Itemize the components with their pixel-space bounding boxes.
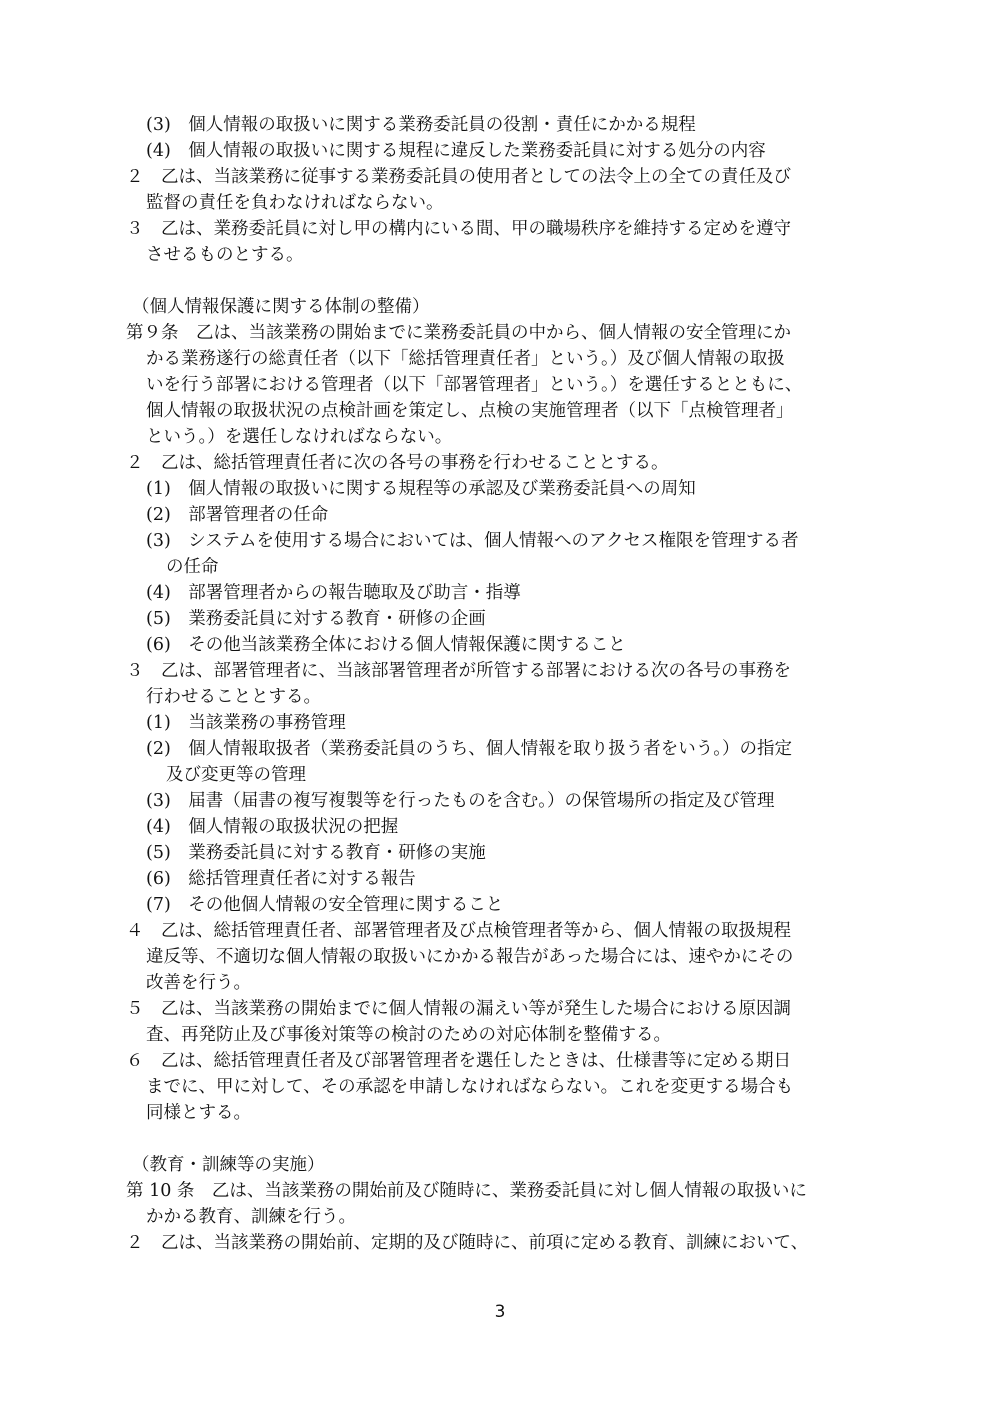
list-item: (3) システムを使用する場合においては、個人情報へのアクセス権限を管理する者: [146, 531, 799, 551]
paragraph-continuation: という。）を選任しなければならない。: [146, 427, 453, 447]
list-item: (7) その他個人情報の安全管理に関すること: [146, 895, 504, 915]
blank-line: [126, 268, 896, 294]
list-item-continuation: の任命: [166, 557, 219, 577]
paragraph-continuation: 個人情報の取扱状況の点検計画を策定し、点検の実施管理者（以下「点検管理者」: [146, 401, 794, 421]
blank-line: [126, 1126, 896, 1152]
paragraph-continuation: 査、再発防止及び事後対策等の検討のための対応体制を整備する。: [146, 1025, 671, 1045]
paragraph-continuation: 監督の責任を負わなければならない。: [146, 193, 444, 213]
paragraph-line: ３ 乙は、部署管理者に、当該部署管理者が所管する部署における次の各号の事務を: [126, 661, 791, 681]
list-item: (2) 部署管理者の任命: [146, 505, 329, 525]
paragraph-line: ３ 乙は、業務委託員に対し甲の構内にいる間、甲の職場秩序を維持する定めを遵守: [126, 219, 791, 239]
list-item: (1) 個人情報の取扱いに関する規程等の承認及び業務委託員への周知: [146, 479, 696, 499]
paragraph-line: 第 10 条 乙は、当該業務の開始前及び随時に、業務委託員に対し個人情報の取扱いに: [126, 1181, 807, 1201]
paragraph-continuation: 違反等、不適切な個人情報の取扱いにかかる報告があった場合には、速やかにその: [146, 947, 794, 967]
page-number: 3: [494, 1302, 506, 1322]
paragraph-continuation: かる業務遂行の総責任者（以下「総括管理責任者」という。）及び個人情報の取扱: [146, 349, 785, 369]
list-item: (1) 当該業務の事務管理: [146, 713, 346, 733]
list-item: (6) 総括管理責任者に対する報告: [146, 869, 416, 889]
list-item: (6) その他当該業務全体における個人情報保護に関すること: [146, 635, 626, 655]
paragraph-line: ２ 乙は、総括管理責任者に次の各号の事務を行わせることとする。: [126, 453, 669, 473]
paragraph-continuation: 改善を行う。: [146, 973, 251, 993]
list-item: (4) 個人情報の取扱状況の把握: [146, 817, 399, 837]
document-body: [126, 112, 896, 1256]
paragraph-continuation: かかる教育、訓練を行う。: [146, 1207, 356, 1227]
paragraph-line: ５ 乙は、当該業務の開始までに個人情報の漏えい等が発生した場合における原因調: [126, 999, 791, 1019]
paragraph-line: ４ 乙は、総括管理責任者、部署管理者及び点検管理者等から、個人情報の取扱規程: [126, 921, 791, 941]
paragraph-line: ６ 乙は、総括管理責任者及び部署管理者を選任したときは、仕様書等に定める期日: [126, 1051, 791, 1071]
section-heading: （教育・訓練等の実施）: [132, 1155, 325, 1175]
list-item: (3) 個人情報の取扱いに関する業務委託員の役割・責任にかかる規程: [146, 115, 696, 135]
paragraph-line: ２ 乙は、当該業務の開始前、定期的及び随時に、前項に定める教育、訓練において、: [126, 1233, 809, 1253]
paragraph-line: ２ 乙は、当該業務に従事する業務委託員の使用者としての法令上の全ての責任及び: [126, 167, 791, 187]
list-item: (4) 部署管理者からの報告聴取及び助言・指導: [146, 583, 521, 603]
list-item: (3) 届書（届書の複写複製等を行ったものを含む。）の保管場所の指定及び管理: [146, 791, 775, 811]
paragraph-continuation: いを行う部署における管理者（以下「部署管理者」という。）を選任するとともに、: [146, 375, 803, 395]
list-item-continuation: 及び変更等の管理: [166, 765, 306, 785]
list-item: (5) 業務委託員に対する教育・研修の実施: [146, 843, 486, 863]
list-item: (5) 業務委託員に対する教育・研修の企画: [146, 609, 486, 629]
paragraph-continuation: までに、甲に対して、その承認を申請しなければならない。これを変更する場合も: [146, 1077, 794, 1097]
list-item: (4) 個人情報の取扱いに関する規程に違反した業務委託員に対する処分の内容: [146, 141, 766, 161]
paragraph-line: 第９条 乙は、当該業務の開始までに業務委託員の中から、個人情報の安全管理にか: [126, 323, 791, 343]
section-heading: （個人情報保護に関する体制の整備）: [132, 297, 430, 317]
paragraph-continuation: させるものとする。: [146, 245, 304, 265]
list-item: (2) 個人情報取扱者（業務委託員のうち、個人情報を取り扱う者をいう。）の指定: [146, 739, 793, 759]
paragraph-continuation: 行わせることとする。: [146, 687, 321, 707]
paragraph-continuation: 同様とする。: [146, 1103, 251, 1123]
